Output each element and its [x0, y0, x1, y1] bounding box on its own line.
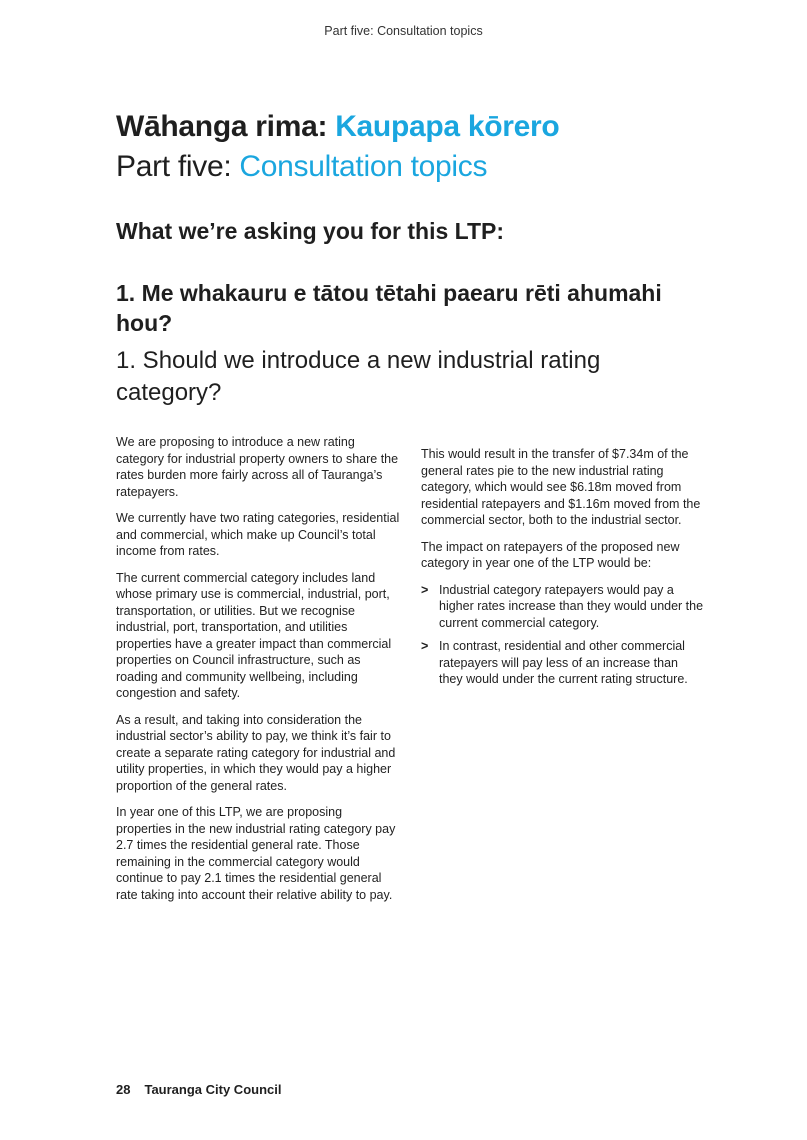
page-title-maori — [116, 110, 559, 144]
chevron-right-icon: > — [421, 639, 429, 653]
section-heading: What we’re asking you for this LTP: — [116, 218, 505, 244]
running-header: Part five: Consultation topics — [324, 24, 483, 38]
left-text-column — [116, 434, 400, 913]
paragraph: We are proposing to introduce a new rating category for industrial property owners to share the rates burden more fairly across all of Tauranga’s ratepayers. — [116, 435, 399, 499]
right-text-column — [421, 446, 705, 695]
organisation-name: Tauranga City Council — [144, 1082, 282, 1097]
title-maori-accent: Kaupapa kōrero — [335, 110, 560, 143]
question-heading-english: 1. Should we introduce a new industrial rating category? — [116, 347, 601, 406]
paragraph: The current commercial category includes land whose primary use is commercial, industrial, port, transportation, or utilities. But we recognise industrial, port, transportation, and utilities properties have a greater impact than commercial properties on Council infrastructure, such as roading and community wellbeing, including congestion and safety. — [116, 570, 392, 700]
paragraph: As a result, and taking into consideration the industrial sector’s ability to pay, we think it’s fair to create a separate rating category for industrial and utility properties, in which they would pay a higher proportion of the general rates. — [116, 712, 396, 793]
list-item — [421, 582, 705, 632]
list-item-text: In contrast, residential and other commercial ratepayers will pay less of an increase than they would under the current rating structure. — [439, 639, 688, 686]
list-item — [421, 638, 705, 688]
paragraph: This would result in the transfer of $7.34m of the general rates pie to the new industrial rating category, which would see $6.18m moved from residential ratepayers and $1.16m moved from the commercial sector, both to the industrial sector. — [421, 447, 701, 527]
page-footer — [116, 1082, 281, 1097]
title-english-prefix: Part five: — [116, 150, 240, 183]
page-number: 28 — [116, 1082, 131, 1097]
title-maori-prefix: Wāhanga rima: — [116, 110, 336, 143]
question-heading-maori: 1. Me whakauru e tātou tētahi paearu rēti ahumahi hou? — [116, 280, 662, 336]
impact-bullet-list — [421, 582, 705, 688]
page-title-english — [116, 150, 487, 184]
paragraph: We currently have two rating categories, residential and commercial, which make up Council’s total income from rates. — [116, 511, 400, 558]
chevron-right-icon: > — [421, 582, 429, 597]
title-english-accent: Consultation topics — [239, 150, 488, 183]
paragraph: In year one of this LTP, we are proposing properties in the new industrial rating category pay 2.7 times the residential general rate. Those remaining in the commercial category would continue to pay 2.1 times the residential general rate taking into account their relative ability to pay. — [116, 805, 396, 902]
list-item-text: Industrial category ratepayers would pay a higher rates increase than they would under the current commercial category. — [439, 582, 704, 630]
paragraph: The impact on ratepayers of the proposed new category in year one of the LTP would be: — [421, 539, 680, 570]
